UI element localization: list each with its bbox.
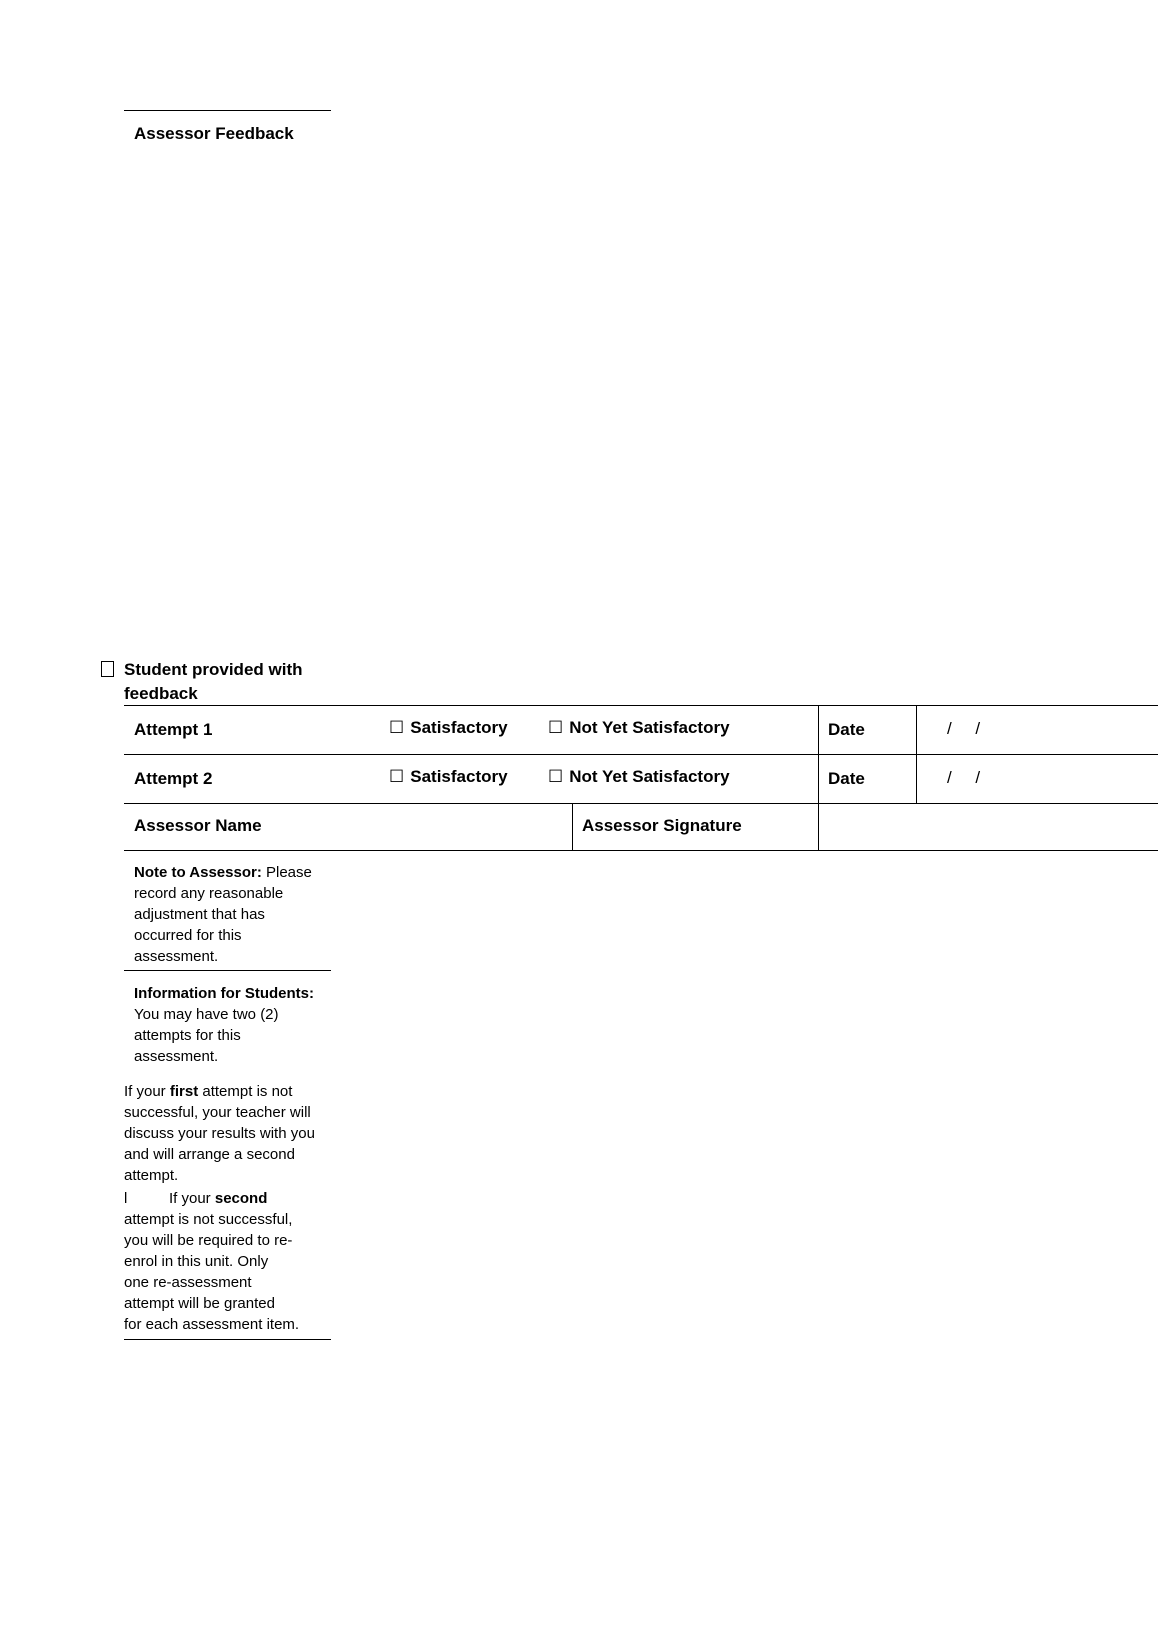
attempt-1-date-value[interactable]: / / [947, 719, 981, 738]
assessor-signature-label: Assessor Signature [582, 816, 742, 835]
table-rule-1 [124, 705, 1158, 706]
attempt-2-not-yet-satisfactory[interactable]: ☐ Not Yet Satisfactory [548, 767, 730, 786]
table-rule-2 [124, 754, 1158, 755]
attempt-2-date-value[interactable]: / / [947, 768, 981, 787]
student-feedback-checkbox[interactable] [101, 661, 114, 677]
first-attempt-paragraph: If your first attempt is not successful, your teacher will discuss your results with you and will arrange a second attempt. [124, 1083, 315, 1184]
student-feedback-label: Student provided with feedback [124, 660, 303, 703]
bullet-glyph: l [124, 1190, 128, 1207]
checkbox-icon: ☐ [389, 767, 405, 786]
info-bottom-rule [124, 1339, 331, 1340]
assessor-signature-field[interactable] [820, 805, 1150, 849]
attempt-1-satisfactory[interactable]: ☐ Satisfactory [389, 718, 508, 737]
attempt-2-date-label: Date [828, 769, 865, 788]
assessor-name-label: Assessor Name [134, 816, 262, 835]
table-rule-3 [124, 803, 1158, 804]
checkbox-icon: ☐ [548, 767, 564, 786]
checkbox-icon: ☐ [389, 718, 405, 737]
date-col-divider [818, 705, 819, 850]
feedback-top-rule [124, 110, 331, 111]
attempt-2-satisfactory[interactable]: ☐ Satisfactory [389, 767, 508, 786]
attempt-1-date-label: Date [828, 720, 865, 739]
information-for-students: Information for Students: You may have two (2) attempts for this assessment. [134, 985, 314, 1065]
signature-label-divider [572, 803, 573, 850]
note-to-assessor: Note to Assessor: Please record any reasonable adjustment that has occurred for this assessment. [134, 864, 312, 965]
note-bottom-rule [124, 970, 331, 971]
date-value-divider [916, 705, 917, 803]
attempt-1-not-yet-satisfactory[interactable]: ☐ Not Yet Satisfactory [548, 718, 730, 737]
assessor-feedback-heading: Assessor Feedback [134, 124, 294, 143]
attempt-2-label: Attempt 2 [134, 769, 213, 788]
table-rule-4 [124, 850, 1158, 851]
attempt-1-label: Attempt 1 [134, 720, 213, 739]
checkbox-icon: ☐ [548, 718, 564, 737]
second-attempt-paragraph: l If your second attempt is not successful, you will be required to re- enrol in this unit. Only one re-assessment attempt will be granted for each assessment item. [124, 1190, 300, 1333]
